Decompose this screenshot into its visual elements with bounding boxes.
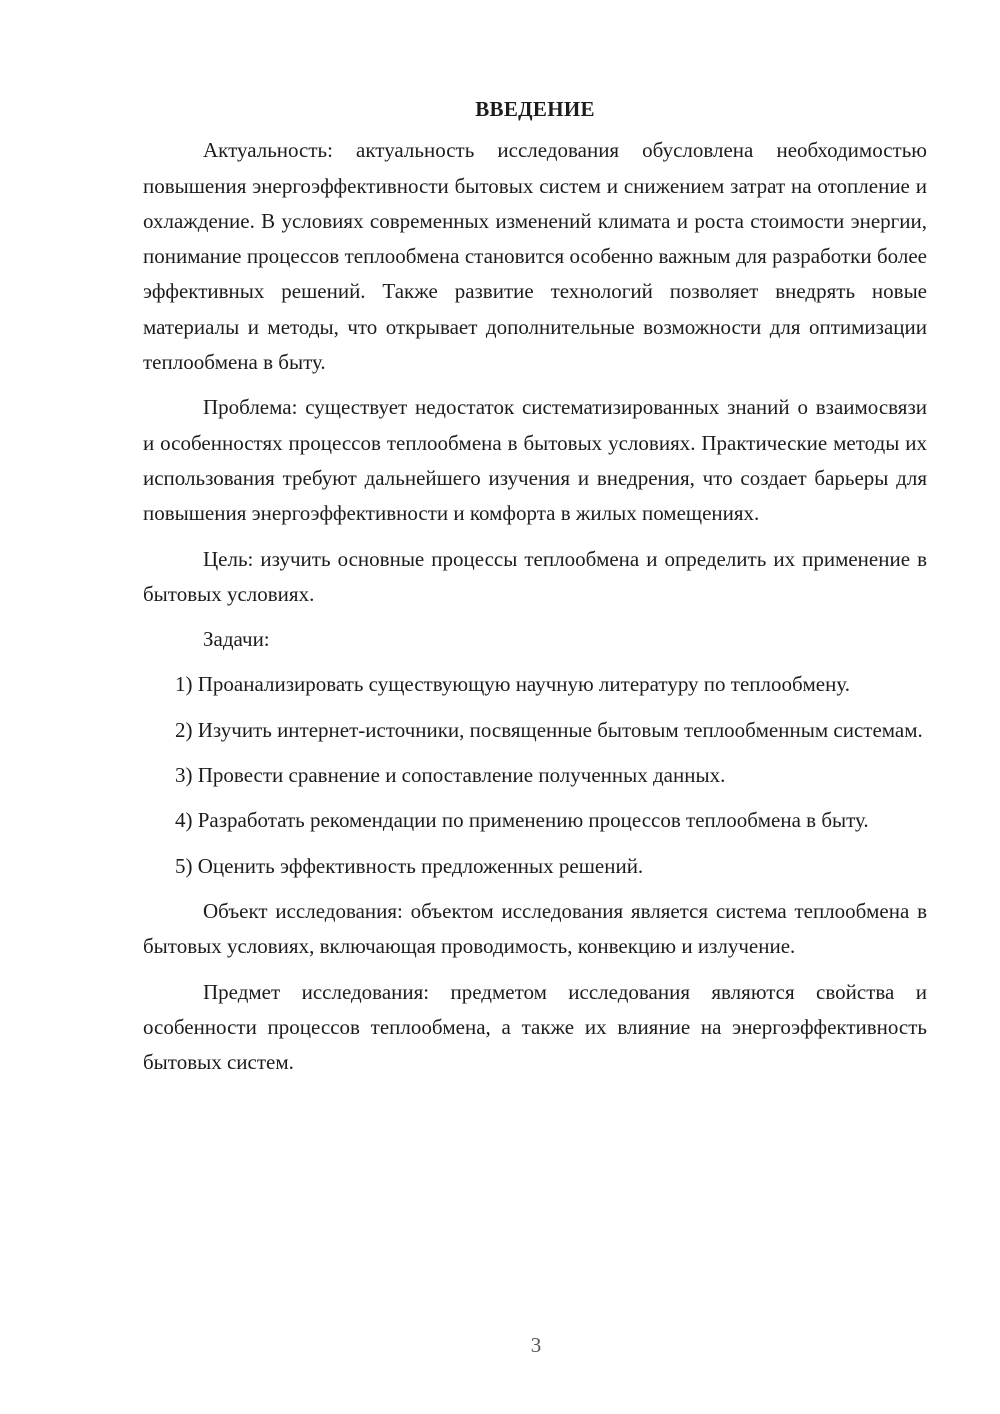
page-number: 3 <box>530 1333 542 1357</box>
paragraph-goal: Цель: изучить основные процессы теплообмена и определить их применение в бытовых условиях. <box>143 546 927 606</box>
task-item-1: 1) Проанализировать существующую научную литературу по теплообмену. <box>175 672 850 697</box>
task-item-2: 2) Изучить интернет-источники, посвященные бытовым теплообменным системам. <box>175 717 923 742</box>
paragraph-subject: Предмет исследования: предметом исследования являются свойства и особенности процессов теплообмена, а также их влияние на энергоэффективность бытовых систем. <box>143 979 927 1075</box>
paragraph-object: Объект исследования: объектом исследования является система теплообмена в бытовых условиях, включающая проводимость, конвекцию и излучение. <box>143 898 927 959</box>
section-title: ВВЕДЕНИЕ <box>475 97 595 121</box>
paragraph-relevance: Актуальность: актуальность исследования обусловлена необходимостью повышения энергоэффективности бытовых систем и снижением затрат на отопление и охлаждение. В условиях современных изменений климата и роста стоимости энергии, понимание процессов теплообмена становится особенно важным для разработки более эффективных решений. Также развитие технологий позволяет внедрять новые материалы и методы, что открывает дополнительные возможности для оптимизации теплообмена в быту. <box>143 138 927 375</box>
task-item-3: 3) Провести сравнение и сопоставление полученных данных. <box>175 763 726 788</box>
task-item-4: 4) Разработать рекомендации по применению процессов теплообмена в быту. <box>175 808 869 833</box>
tasks-heading: Задачи: <box>203 627 270 652</box>
paragraph-problem: Проблема: существует недостаток систематизированных знаний о взаимосвязи и особенностях процессов теплообмена в бытовых условиях. Практические методы их использования требуют дальнейшего изучения и внедрения, что создает барьеры для повышения энергоэффективности и комфорта в жилых помещениях. <box>143 395 927 526</box>
document-page <box>143 92 927 1090</box>
task-item-5: 5) Оценить эффективность предложенных решений. <box>175 853 644 878</box>
